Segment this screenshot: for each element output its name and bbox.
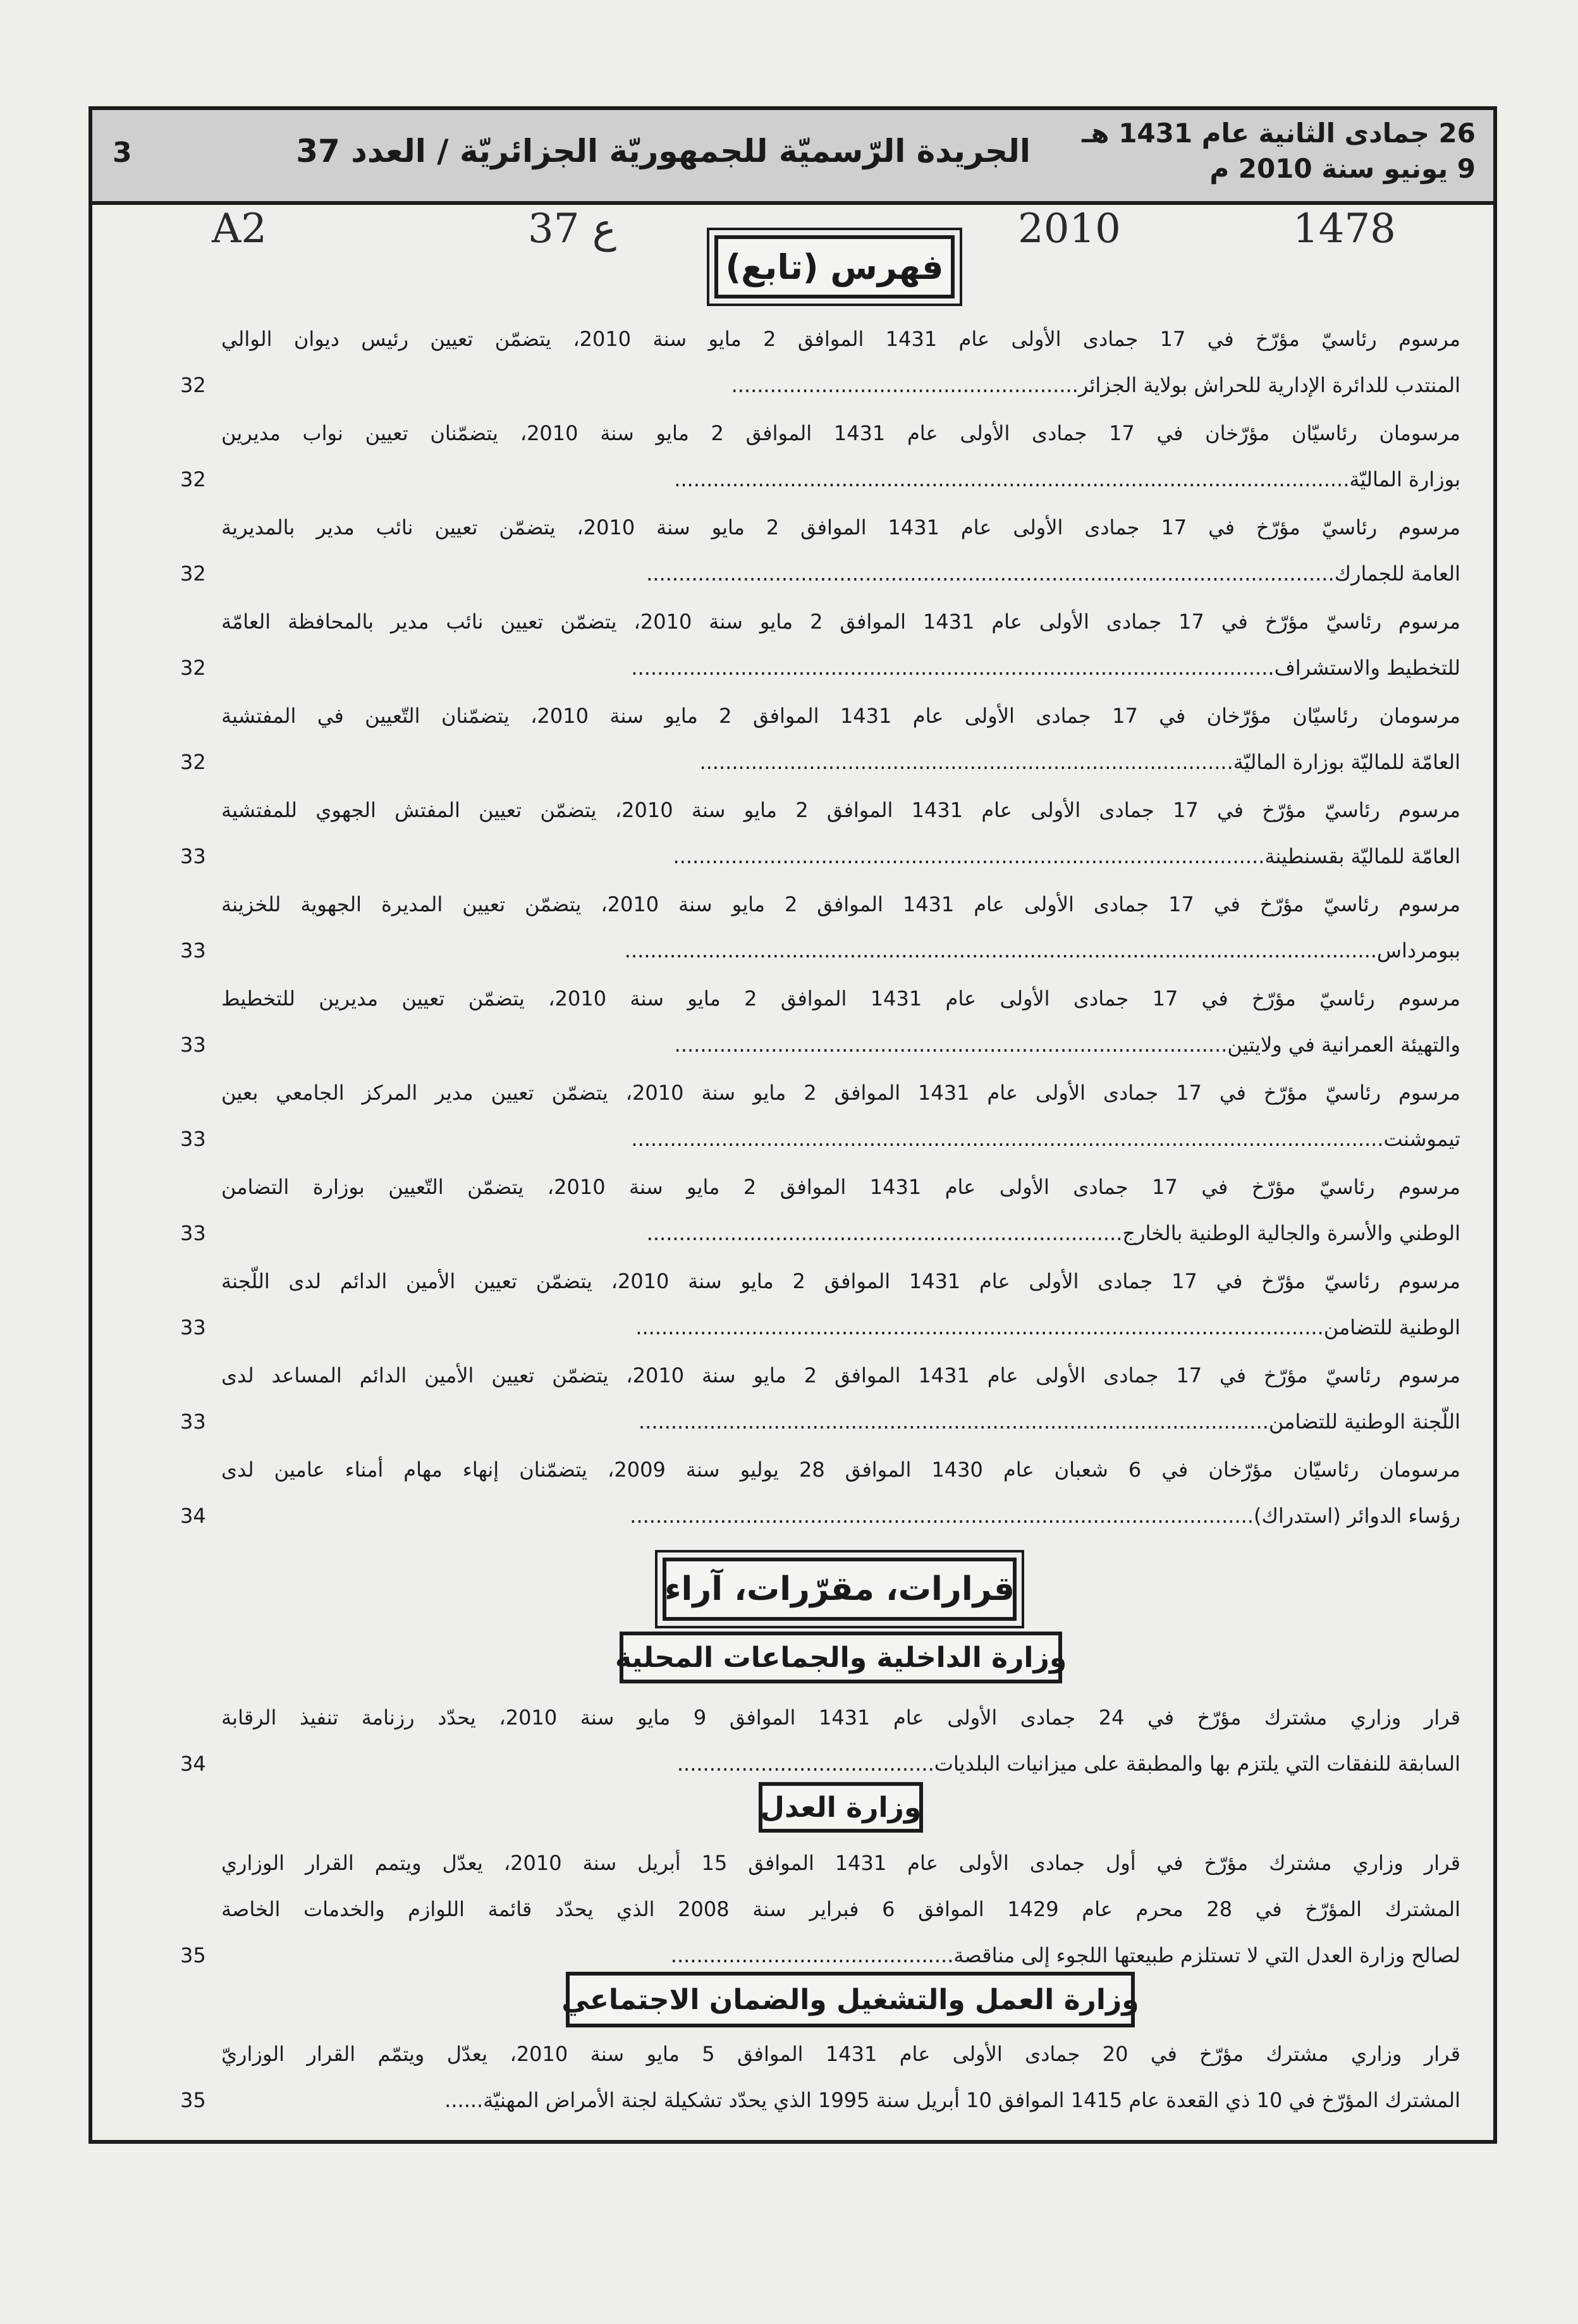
index-entry xyxy=(221,599,1460,691)
entry-line: مرسوم رئاسيّ مؤرّخ في 17 جمادى الأولى عام 1431 الموافق 2 مايو سنة 2010، يتضمّن تعيين رئيس ديوان الوالي xyxy=(221,327,1460,351)
entry-page-number: 32 xyxy=(180,467,206,491)
ministry-justice-title: وزارة العدل xyxy=(759,1782,923,1833)
entry-page-number: 34 xyxy=(180,1752,206,1776)
entry-page-number: 32 xyxy=(180,373,206,397)
entry-line: بوزارة الماليّة......................................................................................................... xyxy=(674,467,1460,491)
entry-line: المشترك المؤرّخ في 10 ذي القعدة عام 1415 الموافق 10 أبريل سنة 1995 الذي يحدّد تشكيلة لجنة الأمراض المهنيّة...... xyxy=(444,2088,1460,2112)
entry-line: المنتدب للدائرة الإدارية للحراش بولاية الجزائر...................................................... xyxy=(731,373,1460,397)
entry-line: مرسومان رئاسيّان مؤرّخان في 17 جمادى الأولى عام 1431 الموافق 2 مايو سنة 2010، يتضمّنان تعيين نواب مديرين xyxy=(221,421,1460,445)
entry-line: لصالح وزارة العدل التي لا تستلزم طبيعتها اللجوء إلى مناقصة............................................ xyxy=(670,1943,1460,1967)
ministry-labour-title: وزارة العمل والتشغيل والضمان الاجتماعي xyxy=(566,1972,1135,2027)
entry-line: الوطنية للتضامن........................................................................................................... xyxy=(635,1315,1460,1339)
entry-page-number: 32 xyxy=(180,562,206,586)
index-entry xyxy=(221,410,1460,503)
index-entry xyxy=(221,1164,1460,1257)
entry-line: للتخطيط والاستشراف.................................................................................................... xyxy=(631,656,1460,680)
entry-line: المشترك المؤرّخ في 28 محرم عام 1429 الموافق 6 فبراير سنة 2008 الذي يحدّد قائمة اللوازم والخدمات الخاصة xyxy=(221,1897,1460,1921)
index-entry xyxy=(221,1353,1460,1445)
entry-page-number: 33 xyxy=(180,1033,206,1057)
index-title: فهرس (تابع) xyxy=(714,235,955,298)
entry-line: مرسوم رئاسيّ مؤرّخ في 17 جمادى الأولى عام 1431 الموافق 2 مايو سنة 2010، يتضمّن تعيين نائب مدير بالمحافظة العامّة xyxy=(221,610,1460,634)
entry-page-number: 33 xyxy=(180,1315,206,1339)
entry-line: مرسوم رئاسيّ مؤرّخ في 17 جمادى الأولى عام 1431 الموافق 2 مايو سنة 2010، يتضمّن تعيين الأمين الدائم المساعد لدى xyxy=(221,1363,1460,1387)
index-entry xyxy=(221,316,1460,409)
entry-line: مرسوم رئاسيّ مؤرّخ في 17 جمادى الأولى عام 1431 الموافق 2 مايو سنة 2010، يتضمّن تعيين المفتش الجهوي للمفتشية xyxy=(221,798,1460,822)
ministry-entry xyxy=(221,1695,1460,1787)
entry-line: السابقة للنفقات التي يلتزم بها والمطبقة على ميزانيات البلديات........................................ xyxy=(676,1752,1460,1776)
ministry-interior-title: وزارة الداخلية والجماعات المحلية xyxy=(620,1632,1062,1683)
entry-line: مرسوم رئاسيّ مؤرّخ في 17 جمادى الأولى عام 1431 الموافق 2 مايو سنة 2010، يتضمّن التّعيين بوزارة التضامن xyxy=(221,1175,1460,1199)
entry-line: العامة للجمارك........................................................................................................... xyxy=(646,562,1460,586)
handwritten-year: 2010 xyxy=(1018,206,1121,252)
entry-page-number: 33 xyxy=(180,1410,206,1434)
entry-line: قرار وزاري مشترك مؤرّخ في 24 جمادى الأولى عام 1431 الموافق 9 مايو سنة 2010، يحدّد رزنامة تنفيذ الرقابة xyxy=(221,1706,1460,1730)
index-entry xyxy=(221,882,1460,974)
entry-line: تيموشنت..................................................................................................................... xyxy=(631,1127,1460,1151)
index-entry xyxy=(221,787,1460,880)
header-page-number: 3 xyxy=(113,137,132,169)
index-entry xyxy=(221,976,1460,1068)
entry-page-number: 33 xyxy=(180,938,206,962)
entry-line: قرار وزاري مشترك مؤرّخ في أول جمادى الأولى عام 1431 الموافق 15 أبريل سنة 2010، يعدّل ويتمم القرار الوزاري xyxy=(221,1851,1460,1875)
handwritten-code: 1478 xyxy=(1293,206,1396,252)
ministry-entry xyxy=(221,2031,1460,2124)
entry-line: مرسوم رئاسيّ مؤرّخ في 17 جمادى الأولى عام 1431 الموافق 2 مايو سنة 2010، يتضمّن تعيين الأمين الدائم لدى اللّجنة xyxy=(221,1269,1460,1293)
entry-line: مرسومان رئاسيّان مؤرّخان في 6 شعبان عام 1430 الموافق 28 يوليو سنة 2009، يتضمّنان إنهاء مهام أمناء عامين لدى xyxy=(221,1458,1460,1482)
entry-line: والتهيئة العمرانية في ولايتين...................................................................................... xyxy=(674,1033,1460,1057)
ministry-entry xyxy=(221,1840,1460,1979)
entry-line: مرسومان رئاسيّان مؤرّخان في 17 جمادى الأولى عام 1431 الموافق 2 مايو سنة 2010، يتضمّنان التّعيين في المفتشية xyxy=(221,704,1460,728)
entry-page-number: 35 xyxy=(180,2088,206,2112)
entry-line: اللّجنة الوطنية للتضامن.................................................................................................. xyxy=(639,1410,1460,1434)
handwritten-a2: A2 xyxy=(212,206,267,252)
entry-line: رؤساء الدوائر (استدراك)................................................................................................. xyxy=(630,1504,1460,1528)
header-date-gregorian: 9 يونيو سنة 2010 م xyxy=(1209,153,1476,184)
entry-line: ببومرداس..................................................................................................................... xyxy=(624,938,1460,962)
index-entry xyxy=(221,693,1460,785)
entry-page-number: 33 xyxy=(180,1221,206,1245)
index-entry xyxy=(221,1070,1460,1162)
entry-line: العامّة للماليّة بوزارة الماليّة................................................................................... xyxy=(699,750,1460,774)
entry-page-number: 34 xyxy=(180,1504,206,1528)
entry-page-number: 33 xyxy=(180,844,206,868)
header-date-hijri: 26 جمادى الثانية عام 1431 هـ xyxy=(1082,118,1476,149)
index-entry xyxy=(221,1258,1460,1351)
index-entry xyxy=(221,1447,1460,1539)
entry-line: قرار وزاري مشترك مؤرّخ في 20 جمادى الأولى عام 1431 الموافق 5 مايو سنة 2010، يعدّل ويتمّم القرار الوزاريّ xyxy=(221,2042,1460,2066)
entry-page-number: 32 xyxy=(180,750,206,774)
entry-line: العامّة للماليّة بقسنطينة............................................................................................ xyxy=(673,844,1460,868)
entry-page-number: 32 xyxy=(180,656,206,680)
entry-page-number: 35 xyxy=(180,1943,206,1967)
index-entry xyxy=(221,505,1460,597)
journal-title: الجريدة الرّسميّة للجمهوريّة الجزائريّة / العدد 37 xyxy=(296,133,1031,169)
entry-page-number: 33 xyxy=(180,1127,206,1151)
entry-line: مرسوم رئاسيّ مؤرّخ في 17 جمادى الأولى عام 1431 الموافق 2 مايو سنة 2010، يتضمّن تعيين المديرة الجهوية للخزينة xyxy=(221,892,1460,916)
handwritten-issue: 37 ع xyxy=(528,206,616,252)
entry-line: مرسوم رئاسيّ مؤرّخ في 17 جمادى الأولى عام 1431 الموافق 2 مايو سنة 2010، يتضمّن تعيين نائب مدير بالمديرية xyxy=(221,515,1460,539)
entry-line: مرسوم رئاسيّ مؤرّخ في 17 جمادى الأولى عام 1431 الموافق 2 مايو سنة 2010، يتضمّن تعيين مديرين للتخطيط xyxy=(221,987,1460,1011)
entry-line: الوطني والأسرة والجالية الوطنية بالخارج.......................................................................... xyxy=(646,1221,1460,1245)
entry-line: مرسوم رئاسيّ مؤرّخ في 17 جمادى الأولى عام 1431 الموافق 2 مايو سنة 2010، يتضمّن تعيين مدير المركز الجامعي بعين xyxy=(221,1081,1460,1105)
decisions-title: قرارات، مقرّرات، آراء xyxy=(663,1558,1017,1621)
